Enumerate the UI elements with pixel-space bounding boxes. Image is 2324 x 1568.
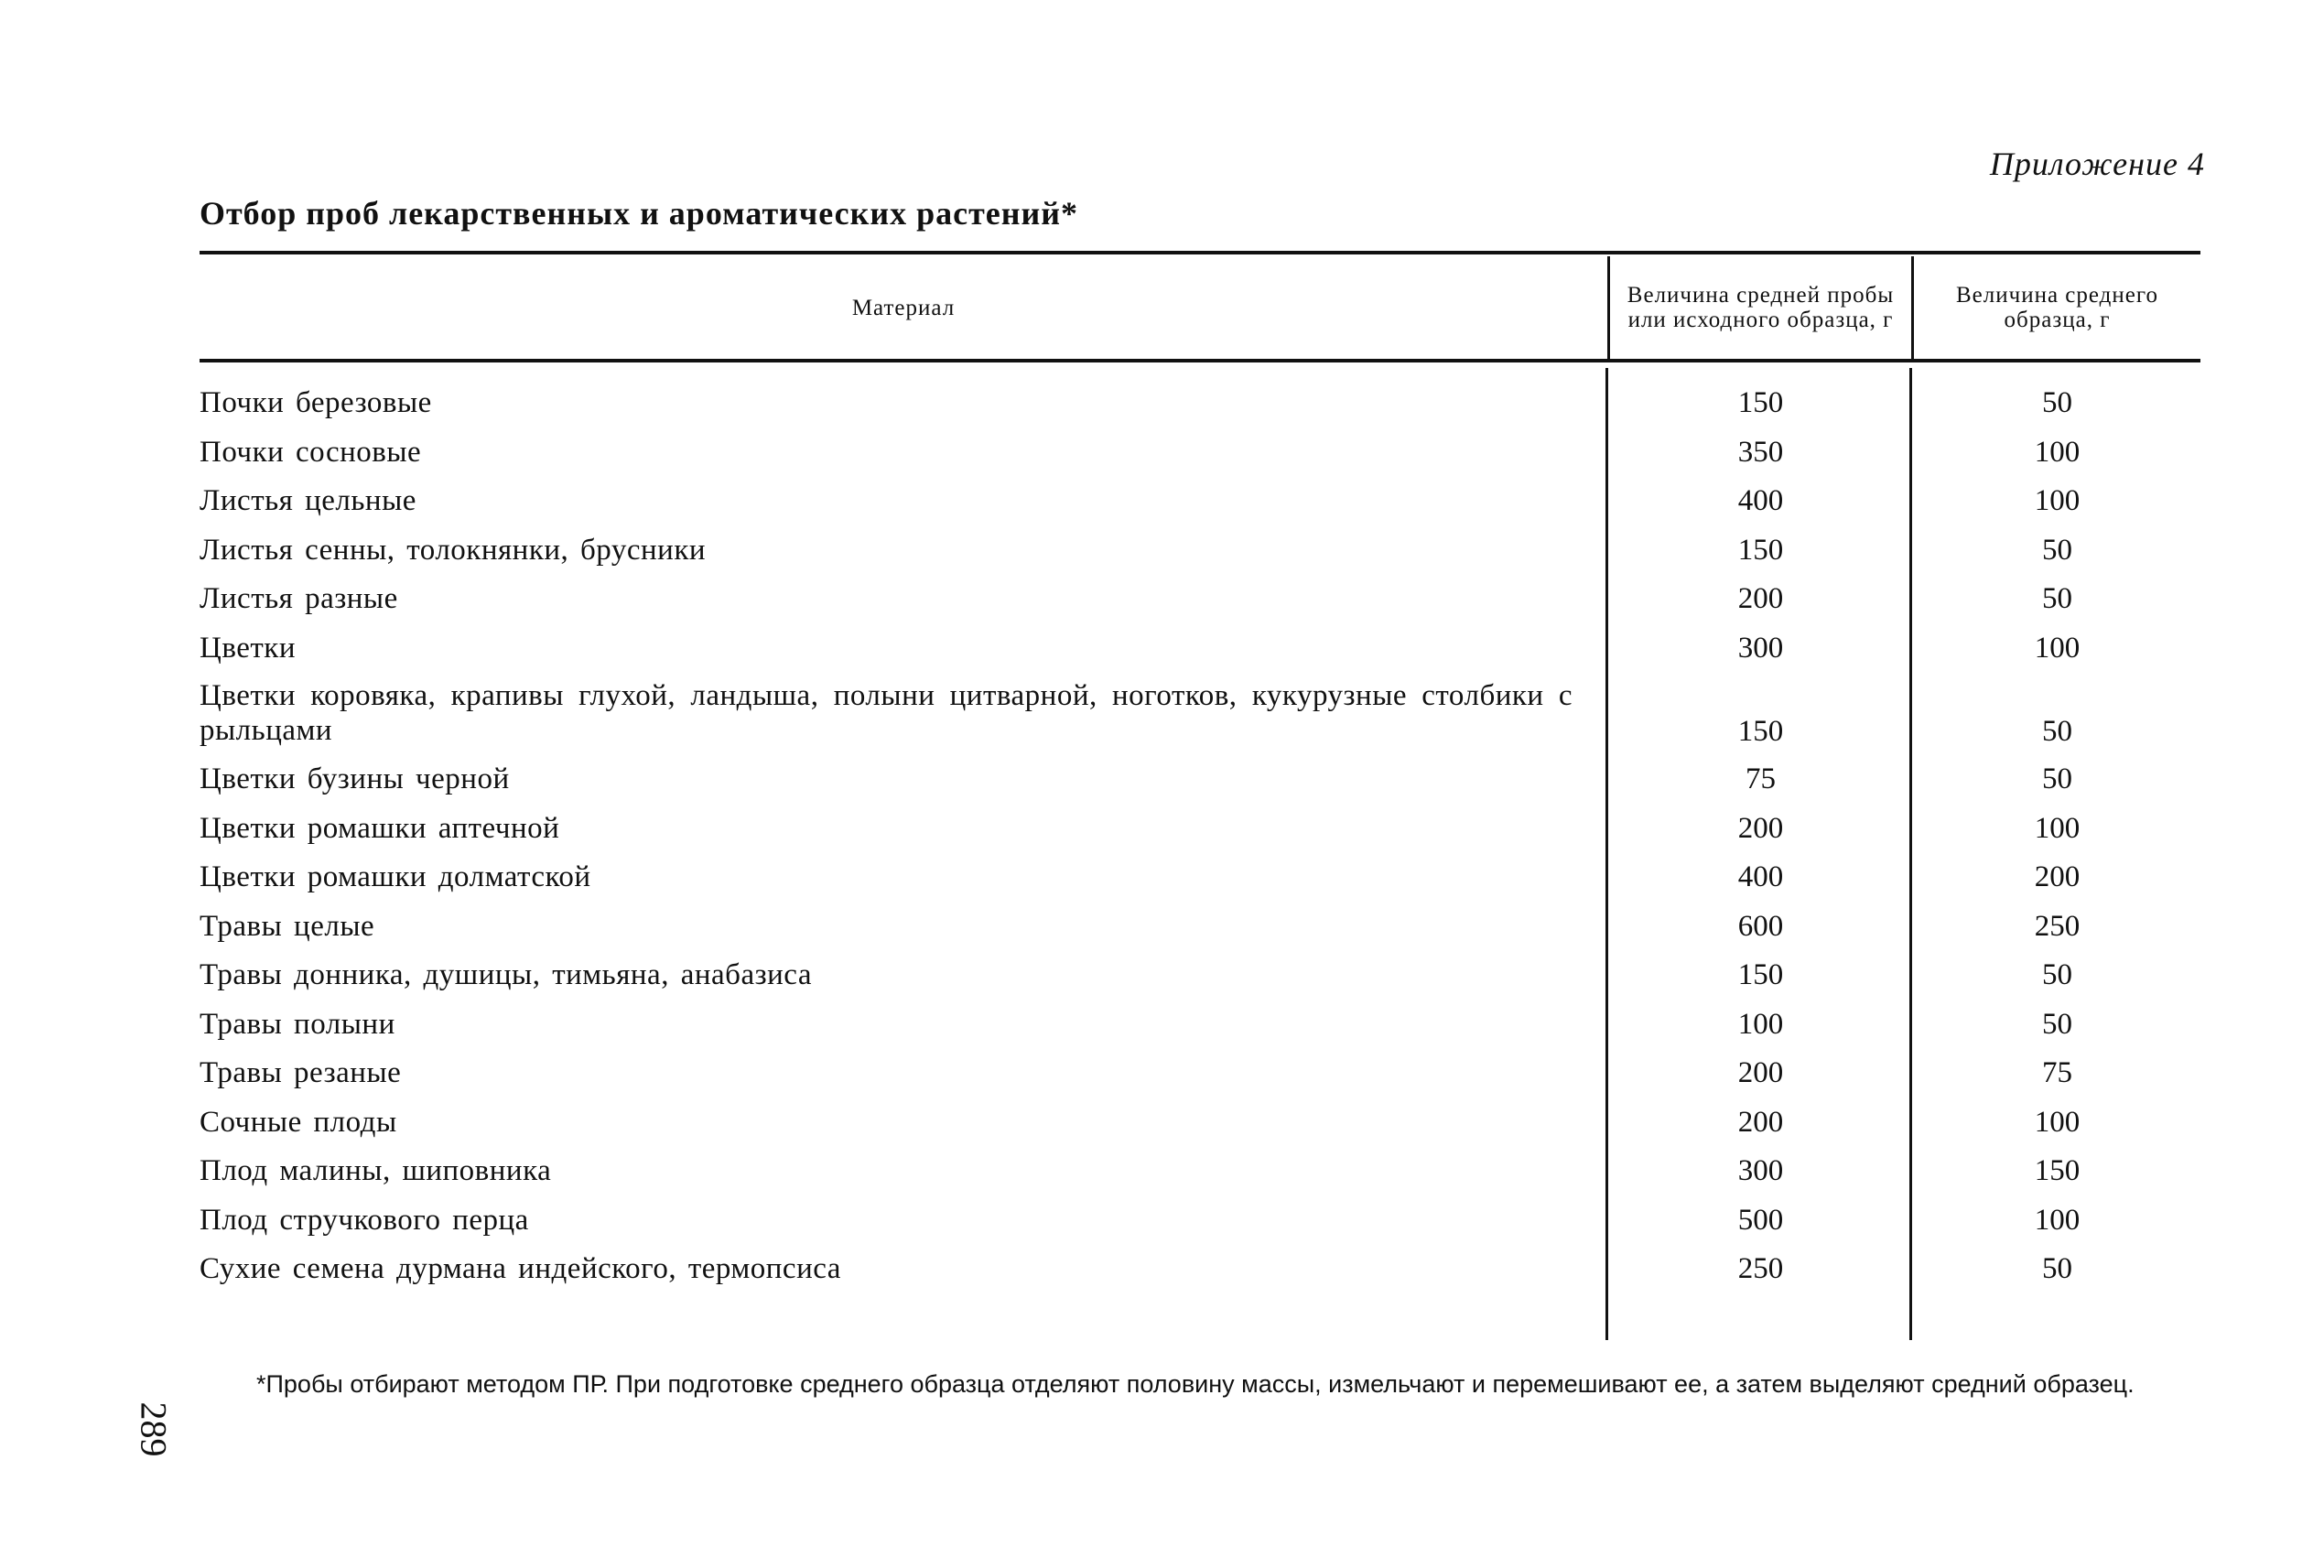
avg-sample-cell: 300 (1737, 1154, 1784, 1187)
avg-specimen-cell: 100 (2034, 1105, 2081, 1139)
table-row (200, 1104, 2200, 1153)
material-cell: Травы полыни (200, 1007, 395, 1041)
table-row (200, 957, 2200, 1006)
avg-sample-cell: 250 (1737, 1252, 1784, 1285)
table-header-rule (200, 359, 2200, 362)
avg-specimen-cell: 150 (2034, 1154, 2081, 1187)
avg-specimen-cell: 50 (2042, 1252, 2072, 1285)
table-row (200, 810, 2200, 860)
table-row (200, 630, 2200, 679)
material-cell: Сочные плоды (200, 1105, 397, 1139)
material-cell: Травы целые (200, 909, 375, 943)
table-row (200, 1006, 2200, 1055)
table-row (200, 532, 2200, 581)
table-row (200, 434, 2200, 483)
table-row (200, 1202, 2200, 1251)
material-cell: Цветки ромашки долматской (200, 860, 591, 893)
table-row (200, 1054, 2200, 1104)
avg-specimen-cell: 50 (2042, 533, 2072, 567)
footnote-text: *Пробы отбирают методом ПР. При подготовке среднего образца отделяют половину массы, измельчают и перемешивают ее, а затем выделяют средний образец. (256, 1370, 2135, 1398)
table-row (200, 580, 2200, 630)
avg-sample-cell: 400 (1737, 484, 1784, 517)
avg-sample-cell: 200 (1737, 1056, 1784, 1089)
page-number: 289 (133, 1401, 175, 1457)
table-row (200, 482, 2200, 532)
table-row (200, 859, 2200, 908)
material-cell: Листья разные (200, 582, 398, 615)
avg-specimen-cell: 100 (2034, 1203, 2081, 1237)
avg-sample-cell: 150 (1737, 386, 1784, 419)
avg-sample-cell: 150 (1737, 715, 1784, 748)
material-cell: Почки сосновые (200, 435, 422, 469)
avg-sample-cell: 100 (1737, 1007, 1784, 1041)
material-cell: Цветки (200, 631, 296, 665)
avg-specimen-cell: 75 (2042, 1056, 2072, 1089)
table-row (200, 384, 2200, 434)
avg-sample-cell: 200 (1737, 811, 1784, 845)
avg-specimen-cell: 50 (2042, 715, 2072, 748)
header-avg-specimen: Величина среднего образца, г (1956, 283, 2158, 332)
material-cell: Травы резаные (200, 1056, 402, 1089)
avg-sample-cell: 200 (1737, 1105, 1784, 1139)
avg-sample-cell: 150 (1737, 958, 1784, 991)
table-row (200, 1250, 2200, 1300)
table-row (200, 908, 2200, 957)
table-body (200, 384, 2200, 1300)
material-cell: Цветки ромашки аптечной (200, 811, 560, 845)
material-cell: Плод малины, шиповника (200, 1154, 552, 1187)
avg-specimen-cell: 50 (2042, 386, 2072, 419)
material-cell: Листья цельные (200, 484, 416, 517)
avg-specimen-cell: 50 (2042, 762, 2072, 795)
avg-specimen-cell: 100 (2034, 435, 2081, 469)
material-cell: Плод стручкового перца (200, 1203, 529, 1237)
material-cell: Листья сенны, толокнянки, брусники (200, 533, 707, 567)
table-row (200, 1152, 2200, 1202)
material-cell: Цветки бузины черной (200, 762, 510, 795)
table-row (200, 678, 2200, 761)
avg-sample-cell: 400 (1737, 860, 1784, 893)
avg-sample-cell: 300 (1737, 631, 1784, 665)
material-cell: Почки березовые (200, 386, 432, 419)
avg-sample-cell: 200 (1737, 582, 1784, 615)
avg-sample-cell: 150 (1737, 533, 1784, 567)
avg-specimen-cell: 250 (2034, 909, 2081, 943)
footnote (200, 1369, 2200, 1399)
avg-sample-cell: 75 (1746, 762, 1776, 795)
header-material: Материал (851, 295, 956, 320)
table-row (200, 761, 2200, 810)
material-cell: Цветки коровяка, крапивы глухой, ландыша, полыни цитварной, ноготков, кукурузные столбики с рыльцами (200, 679, 1573, 747)
avg-sample-cell: 350 (1737, 435, 1784, 469)
table-top-rule (200, 251, 2200, 254)
avg-specimen-cell: 200 (2034, 860, 2081, 893)
material-cell: Сухие семена дурмана индейского, термопсиса (200, 1252, 841, 1285)
material-cell: Травы донника, душицы, тимьяна, анабазиса (200, 958, 812, 991)
appendix-label: Приложение 4 (1989, 146, 2205, 182)
avg-specimen-cell: 100 (2034, 631, 2081, 665)
avg-specimen-cell: 50 (2042, 1007, 2072, 1041)
table-title: Отбор проб лекарственных и ароматических растений* (200, 195, 1078, 232)
avg-specimen-cell: 100 (2034, 484, 2081, 517)
header-avg-sample: Величина средней пробы или исходного образца, г (1627, 283, 1895, 332)
avg-specimen-cell: 100 (2034, 811, 2081, 845)
avg-specimen-cell: 50 (2042, 958, 2072, 991)
avg-sample-cell: 500 (1737, 1203, 1784, 1237)
avg-sample-cell: 600 (1737, 909, 1784, 943)
avg-specimen-cell: 50 (2042, 582, 2072, 615)
